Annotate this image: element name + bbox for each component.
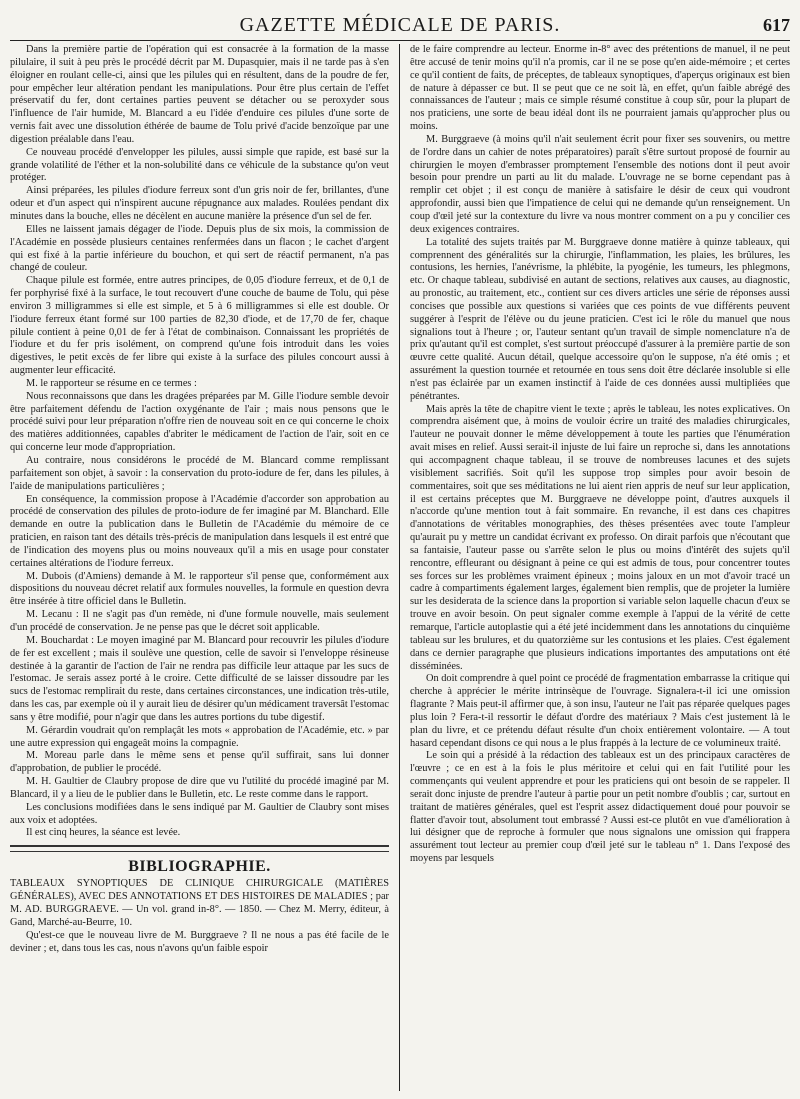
paragraph: Qu'est-ce que le nouveau livre de M. Burggraeve ? Il ne nous a pas été facile de le deviner ; et, dans tous les cas, nous n'avons qu'un faible espoir bbox=[10, 929, 389, 954]
paragraph: Nous reconnaissons que dans les dragées préparées par M. Gille l'iodure semble devoir être parfaitement défendu de l'action oxygénante de l'air ; mais nous pensons que le procédé suivi pour leur préparation n'offre rien de nouveau soit en ce qui concerne le choix des matières additionnées, capables d'abriter le médicament de l'action de l'air, soit en ce qui concerne leur mode d'appropriation. bbox=[10, 390, 389, 454]
paragraph: Le soin qui a présidé à la rédaction des tableaux est un des principaux caractères de l'œuvre ; ce en est à la fois le plus méritoire et celui qui en fait l'utilité pour les commençants qui veulent apprendre et pour les praticiens qui ont besoin de se rappeler. Il serait donc injuste de prendre l'auteur à partie pour un petit nombre d'oublis ; car, surtout en traitant de matières générales, quel est l'esprit assez didactiquement doué pour pouvoir se flatter d'avoir tout, absolument tout embrassé ? Aussi est-ce plutôt en vue d'amélioration à lui désigner que de reproche à formuler que nous signalons une omission qui frappera assurément tout lecteur au premier coup d'œil jeté sur le tableau n° 1. Dans l'exposé des moyens par lesquels bbox=[410, 750, 790, 865]
paragraph: Ainsi préparées, les pilules d'iodure ferreux sont d'un gris noir de fer, brillantes, d'une odeur et d'un aspect qui n'inspirent aucune répugnance aux malades. Roulées pendant dix minutes dans la bouche, elles ne décèlent en aucune manière la présence d'un sel de fer. bbox=[10, 185, 389, 222]
paragraph: M. Moreau parle dans le même sens et pense qu'il suffirait, sans lui donner d'approbation, de publier le procédé. bbox=[10, 750, 389, 775]
left-column bbox=[10, 44, 400, 1091]
page-header bbox=[10, 10, 790, 41]
paragraph: Il est cinq heures, la séance est levée. bbox=[26, 827, 181, 839]
paragraph: La totalité des sujets traités par M. Burggraeve donne matière à quinze tableaux, qui comprennent des généralités sur la chirurgie, l'inflammation, les plaies, les brûlures, les contusions, les hernies, l'anévrisme, la phlébite, la pyogénie, les tumeurs, les phlegmons, etc. Or chaque tableau, subdivisé en autant de sections, relatives aux causes, au diagnostic, au pronostic, au traitement, etc., contient sur ces divers articles une série de réponses aussi concises que possible aux questions si variées que ces points de vue différents peuvent suggérer à l'esprit de l'élève ou du jeune praticien. C'est ici le rôle du manuel que nous signalions tout à l'heure ; or, l'auteur sentant qu'un travail de simple nomenclature n'a de prix qu'autant qu'il est complet, s'est surtout préoccupé d'assurer à la première partie de son œuvre cette qualité. Aucun détail, quelque accessoire qu'on le suppose, n'a été omis ; et assurément la question tournée et retournée en tous sens doit être déclarée insoluble si elle n'est pas éclairée par un examen instinctif à l'aide de ces données aussi multipliées que pénétrantes. bbox=[410, 236, 790, 402]
paragraph: En conséquence, la commission propose à l'Académie d'accorder son approbation au procédé de conservation des pilules de proto-iodure de fer imaginé par M. Blanchard. Elle demande en outre la publication dans le Bulletin de l'Académie du mémoire de ce praticien, en raison tant des détails très-précis de manipulation dans lesquels il est entré que de l'indication des moyens plus ou moins nouveaux qu'il a mis en usage pour constater certaines altérations de l'iodure ferreux. bbox=[10, 493, 389, 569]
paragraph: Chaque pilule est formée, entre autres principes, de 0,05 d'iodure ferreux, et de 0,1 de fer porphyrisé fixé à la surface, le tout recouvert d'une couche de baume de Tolu, qui pèse environ 3 milligrammes si elle est simple, et 5 à 6 milligrammes si elle est double. Or l'iodure ferreux étant formé sur 100 parties de 82,30 d'iode, et de 17,70 de fer, chaque pilule contient à peine 0,01 de fer à l'état de combinaison. Connaissant les propriétés de l'iodure et du fer pris isolément, on comprend qu'une fois introduit dans les voies digestives, le petit excès de fer libre qui existe à la surface des pilules concourt aussi à augmenter leur efficacité. bbox=[10, 275, 389, 377]
paragraph: M. Gérardin voudrait qu'on remplaçât les mots « approbation de l'Académie, etc. » par une autre expression qui engageât moins la compagnie. bbox=[10, 724, 389, 749]
paragraph: de le faire comprendre au lecteur. Enorme in-8° avec des prétentions de manuel, il ne peut être accusé de tenir moins qu'il n'a promis, car il ne se pose qu'en aide-mémoire ; et certes ce qu'il contient de faits, de préceptes, de tableaux synoptiques, d'aperçus originaux est bien de nature à dépasser ce but. Il se peut que ce ne soit là, en effet, qu'un faible abrégé des connaissances de l'auteur ; mais ce simple résumé constitue à coup sûr, pour la plupart de nos praticiens, une sorte de beau idéal dont ils ne pourraient jamais qu'approcher plus ou moins. bbox=[410, 44, 790, 133]
right-column bbox=[400, 44, 790, 1091]
paragraph: M. Lecanu : Il ne s'agit pas d'un remède, ni d'une formule nouvelle, mais seulement d'un procédé de conservation. Je ne pense pas que le décret soit applicable. bbox=[10, 609, 389, 633]
paragraph: Les conclusions modifiées dans le sens indiqué par M. Gaultier de Claubry sont mises aux voix et adoptées. bbox=[10, 801, 389, 826]
paragraph: Ce nouveau procédé d'envelopper les pilules, aussi simple que rapide, est basé sur la grande volatilité de l'éther et la non-solubilité dans ce véhicule de la substance qu'on veut protéger. bbox=[10, 146, 389, 184]
paragraph: Dans la première partie de l'opération qui est consacrée à la formation de la masse pilulaire, il suit à peu près le procédé décrit par M. Dupasquier, mais il ne tarde pas à s'en éloigner en roulant celle-ci, ainsi que les pilules qui en résultent, dans de la poudre de fer, pour empêcher leur altération pendant les manipulations. Pour être plus certain de l'effet préservatif du fer, dont certaines parties peuvent se détacher ou se peroxyder sous l'influence de l'air humide, M. Blancard a eu l'idée d'enduire ces pilules d'une sorte de vernis fait avec une dissolution éthérée de baume de Tolu privé d'acide benzoïque par une digestion préalable dans l'eau. bbox=[10, 44, 389, 145]
paragraph: M. le rapporteur se résume en ce termes : bbox=[26, 377, 197, 389]
paragraph: M. Burggraeve (à moins qu'il n'ait seulement écrit pour fixer ses souvenirs, ou mettre de l'ordre dans un cahier de notes préparatoires) paraît s'être surtout proposé de fournir au chirurgien le moyen d'embrasser promptement l'ensemble des notions dont il peut avoir besoin pour prendre un parti au lit du malade. L'ouvrage ne se borne cependant pas à remplir cet objet ; il est conçu de manière à satisfaire le désir de ceux qui voudront approfondir, aussi bien que l'impatience de celui qui ne demande qu'un renseignement. Un coup d'œil jeté sur la contexture du livre va nous montrer comment on a pu y concilier ces deux exigences contraires. bbox=[410, 133, 790, 235]
section-title: BIBLIOGRAPHIE. bbox=[128, 858, 271, 876]
journal-title: GAZETTE MÉDICALE DE PARIS. bbox=[239, 13, 561, 36]
paragraph: Au contraire, nous considérons le procédé de M. Blancard comme remplissant parfaitement son objet, à savoir : la conservation du proto-iodure de fer, dans les pilules, à l'aide de manipulations particulières ; bbox=[10, 455, 389, 492]
paragraph: Mais après la tête de chapitre vient le texte ; après le tableau, les notes explicatives. On comprendra aisément que, à moins de vouloir écrire un traité des maladies chirurgicales, l'auteur ne pouvait donner le même développement à toute les parties que l'énumération avait mises en relief. Aussi serait-il injuste de lui faire un reproche si, dans les annotations qui accompagnent chaque tableau, il se trouve de nombreuses lacunes et des sujets visiblement sacrifiés. Soit qu'il les suppose trop simples pour avoir besoin de commentaires, soit que ses méditations ne lui aient rien appris de neuf sur leur application, il est certains préceptes que M. Burggraeve ne développe point, d'autres auxquels il n'accorde qu'une mention tout à fait sommaire. En revanche, il est dans ces chapitres d'annotations de véritables monographies, des thèses présentées avec toute l'ampleur qu'aurait pu y mettre un candidat écrivant ex professo. On dirait parfois que n'écoutant que sa fantaisie, l'auteur passe ou s'arrête selon le plus ou moins d'intérêt des sujets qu'il rencontre, effleurant ou désignant à peine ce qui est admis de tous, pour concentrer toutes ses forces sur les problèmes vraiment épineux ; moins jaloux en un mot d'avoir tracé un cadre à compartiments également larges, également bien remplis, que de projeter la lumière sur les desiderata de la science dans la proportion si variable selon laquelle chacun d'eux se trouve en avoir besoin. On peut signaler comme exemple à l'appui de la vérité de cette remarque, l'article autoplastie qui a été jeté incidemment dans les annotations du cinquième tableau sur les brulures, et du quatorzième sur les contusions et les plaies. C'est également dans ce dernier paragraphe que plusieurs indications importantes des amputations ont été disséminées. bbox=[410, 403, 790, 672]
page-number: 617 bbox=[763, 14, 790, 35]
section-divider bbox=[10, 845, 389, 852]
paragraph: M. Bouchardat : Le moyen imaginé par M. Blancard pour recouvrir les pilules d'iodure de fer est excellent ; mais il soulève une question, celle de savoir si l'enveloppe résineuse destinée à la garantir de l'action de l'air ne rendra pas difficile leur attaque par les sucs de l'estomac. Je serais assez porté à le croire. Cette difficulté de se laisser dissoudre par les sucs de l'estomac remplirait du reste, dans certaines circonstances, une indication très-utile, dans les cas, par exemple où il y aurait lieu de désirer qu'un médicament traversât l'estomac sans y être modifié, pour n'agir que dans les autres portions du tube digestif. bbox=[10, 634, 389, 723]
columns bbox=[10, 44, 790, 1091]
paragraph: M. H. Gaultier de Claubry propose de dire que vu l'utilité du procédé imaginé par M. Blancard, il y a lieu de le publier dans le Bulletin, etc. Le reste comme dans le rapport. bbox=[10, 776, 389, 800]
paragraph: M. Dubois (d'Amiens) demande à M. le rapporteur s'il pense que, conformément aux dispositions du nouveau décret relatif aux formules nouvelles, la formule en question devra être insérée à titre officiel dans le Bulletin. bbox=[10, 570, 389, 608]
bibliography-heading: TABLEAUX SYNOPTIQUES DE CLINIQUE CHIRURGICALE (MATIÈRES GÉNÉRALES), AVEC DES ANNOTATIONS ET DES HISTOIRES DE MALADIES ; par M. AD. BURGGRAEVE. — Un vol. grand in-8°. — 1850. — Chez M. Merry, éditeur, à Gand, Marché-au-Beurre, 10. bbox=[10, 878, 389, 928]
paragraph: Elles ne laissent jamais dégager de l'iode. Depuis plus de six mois, la commission de l'Académie en possède plusieurs centaines renfermées dans un flacon ; le cachet d'argent qui est fixé à la partie inférieure du bouchon, et qui sert de réactif permanent, n'a pas changé de couleur. bbox=[10, 223, 389, 274]
paragraph: On doit comprendre à quel point ce procédé de fragmentation embarrasse la critique qui cherche à apprécier le mérite intrinsèque de l'ouvrage. Signalera-t-il ici une omission flagrante ? Mais peut-il affirmer que, à son insu, l'auteur ne l'ait pas réparée quelques pages plus loin ? Fera-t-il ressortir le défaut d'ordre des matériaux ? Mais c'est justement là le plan du livre, et ce prétendu défaut résulte d'un choix entièrement volontaire. — A tout hasard cependant disons ce qui nous a le plus frappés à la lecture de ce volumineux traité. bbox=[410, 673, 790, 749]
